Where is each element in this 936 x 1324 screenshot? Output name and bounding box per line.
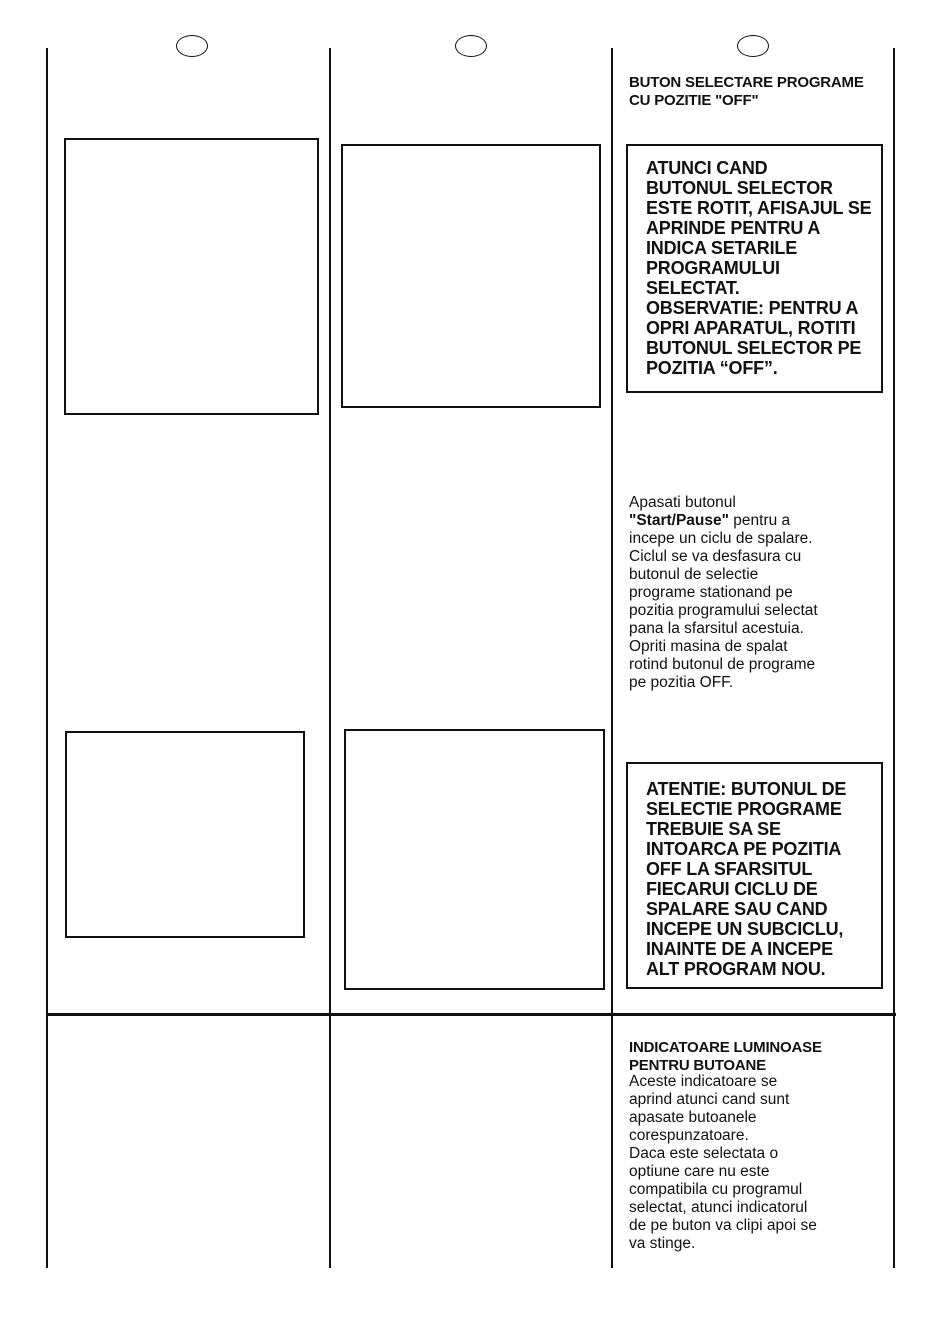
blank-box-col2-top [341,144,601,408]
start-pause-button-name: "Start/Pause" [629,512,729,529]
language-circle-col2 [455,35,487,57]
column-divider-middle-left [329,48,331,1268]
start-pause-rest: pentru a incepe un ciclu de spalare. Ciclul se va desfasura cu butonul de selectie programe stationand pe pozitia programului selectat pana la sfarsitul acestuia. Opriti masina de spalat rotind butonul de programe pe pozitia OFF. [629,512,818,691]
section-divider [46,1013,896,1016]
language-circle-col3 [737,35,769,57]
blank-box-col2-bottom [344,729,605,990]
start-pause-lead: Apasati butonul [629,494,736,511]
start-pause-paragraph [629,494,891,692]
column-divider-left [46,48,48,1268]
indicator-lights-paragraph: Aceste indicatoare se aprind atunci cand sunt apasate butoanele corespunzatoare. Daca este selectata o optiune care nu este compatibila cu programul selectat, atunci indicatorul de pe buton va clipi apoi se va stinge. [629,1073,817,1252]
indicator-lights-heading: INDICATOARE LUMINOASE PENTRU BUTOANE [629,1039,822,1074]
program-selector-heading: BUTON SELECTARE PROGRAME CU POZITIE "OFF" [629,74,864,109]
notice-box-text: ATUNCI CAND BUTONUL SELECTOR ESTE ROTIT, AFISAJUL SE APRINDE PENTRU A INDICA SETARILE PROGRAMULUI SELECTAT. OBSERVATIE: PENTRU A OPRI APARATUL, ROTITI BUTONUL SELECTOR PE POZITIA “OFF”. [646,158,872,378]
warning-box-text: ATENTIE: BUTONUL DE SELECTIE PROGRAME TREBUIE SA SE INTOARCA PE POZITIA OFF LA SFARSITUL FIECARUI CICLU DE SPALARE SAU CAND INCEPE UN SUBCICLU, INAINTE DE A INCEPE ALT PROGRAM NOU. [646,779,847,979]
language-circle-col1 [176,35,208,57]
column-divider-right [893,48,895,1268]
blank-box-col1-bottom [65,731,305,938]
warning-box [626,762,883,989]
blank-box-col1-top [64,138,319,415]
column-divider-middle-right [611,48,613,1268]
notice-box [626,144,883,393]
